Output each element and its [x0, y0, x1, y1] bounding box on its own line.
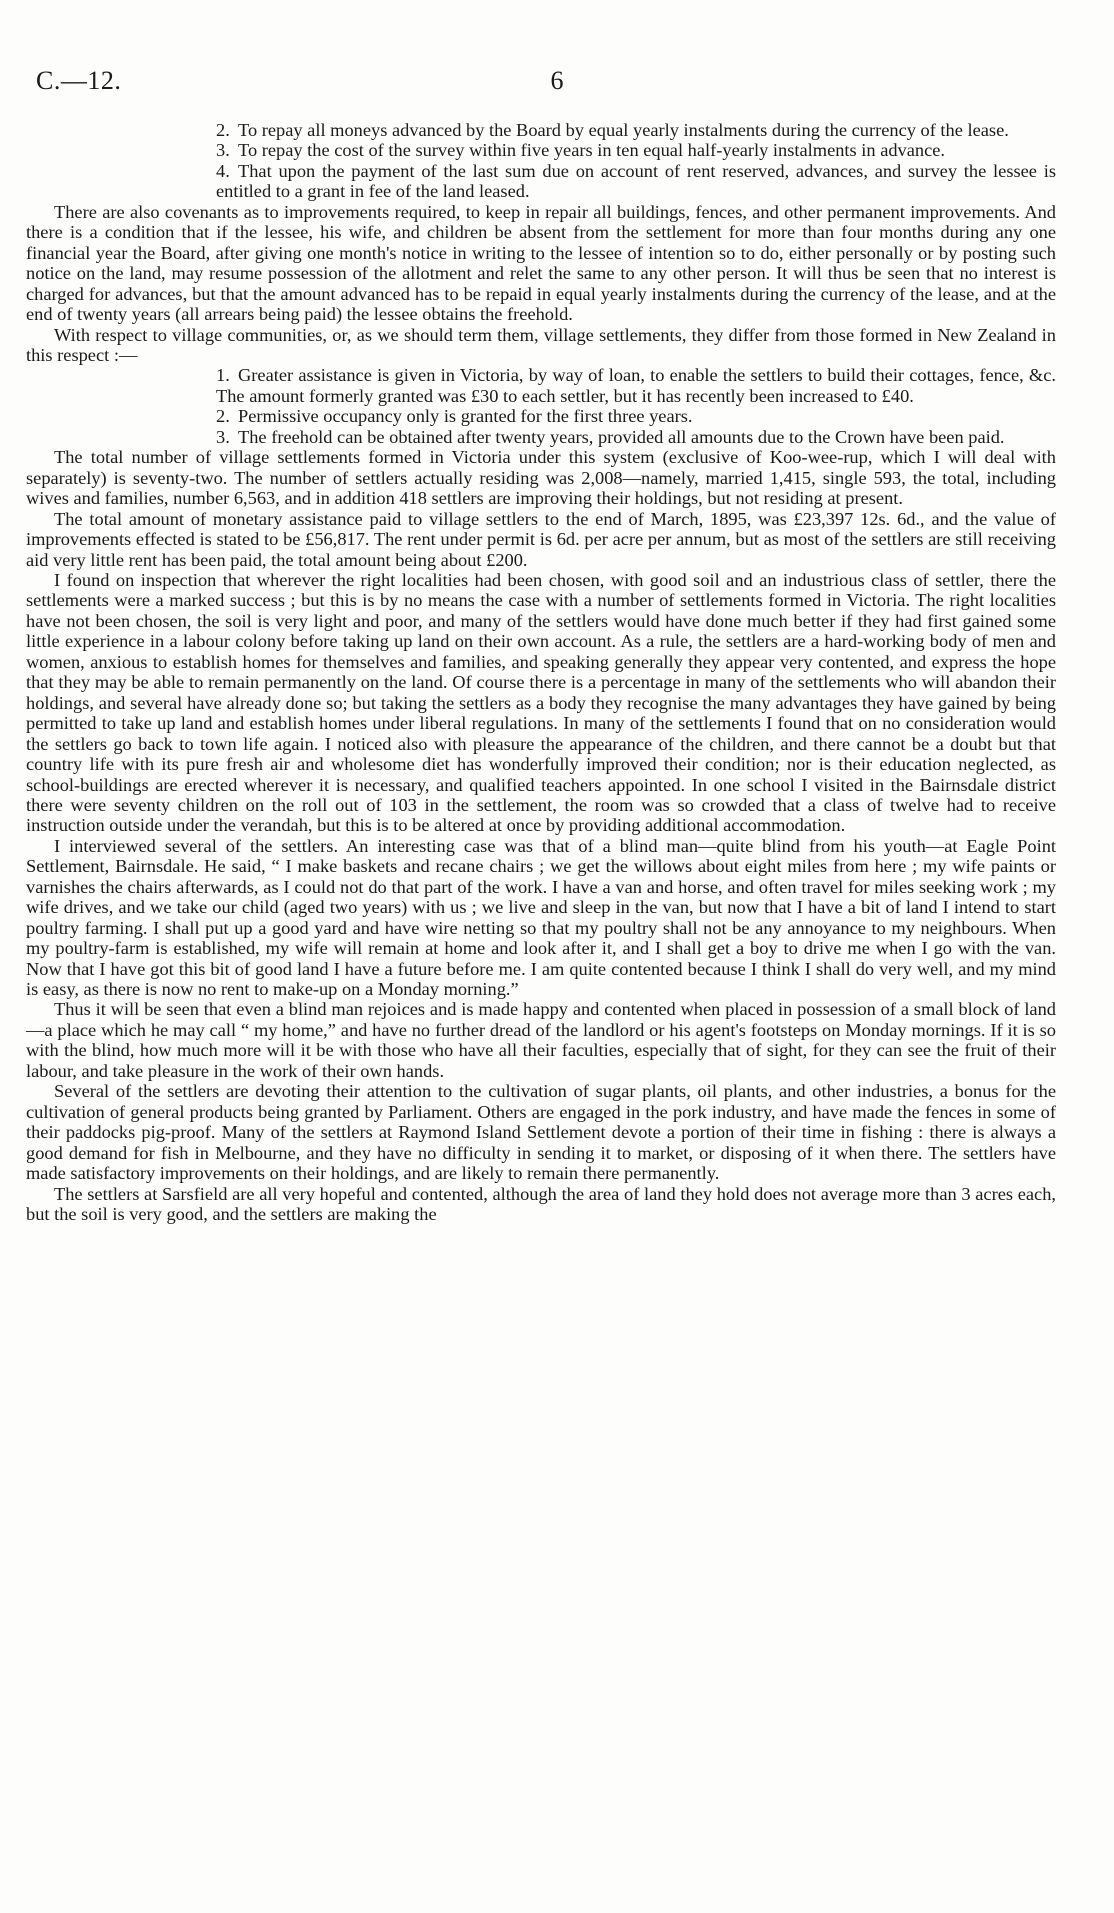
paragraph-total-number: The total number of village settlements formed in Victoria under this system (exclusive of Koo-wee-rup, which I will deal with separately) is seventy-two. The number of settlers actually residing was 2,008—namely, married 1,415, single 593, the total, including wives and families, number 6,563, and in addition 418 settlers are improving their holdings, but not residing at present. — [26, 447, 1056, 509]
list-number: 4. — [216, 160, 230, 181]
list-text: To repay the cost of the survey within five years in ten equal half-yearly instalments in advance. — [238, 140, 946, 161]
list-item — [26, 365, 1056, 406]
list-item — [26, 161, 1056, 202]
list-number: 1. — [216, 365, 230, 386]
list-text: The freehold can be obtained after twenty years, provided all amounts due to the Crown have been paid. — [238, 426, 1005, 447]
paragraph-total-amount: The total amount of monetary assistance paid to village settlers to the end of March, 1895, was £23,397 12s. 6d., and the value of improvements effected is stated to be £56,817. The rent under permit is 6d. per acre per annum, but as most of the settlers are still receiving aid very little rent has been paid, the total amount being about £200. — [26, 508, 1056, 570]
document-reference: C.—12. — [36, 66, 122, 95]
paragraph-interviewed: I interviewed several of the settlers. An interesting case was that of a blind man—quite blind from his youth—at Eagle Point Settlement, Bairnsdale. He said, “ I make baskets and recane chairs ; we get the willows about eight miles from here ; my wife paints or varnishes the chairs afterwards, as I could not do that part of the work. I have a van and horse, and often travel for miles seeking work ; my wife drives, and we take our child (aged two years) with us ; we live and sleep in the van, but now that I have a bit of land I intend to start poultry farming. I shall put up a good yard and have wire netting so that my poultry shall not be any annoyance to my neighbours. When my poultry-farm is established, my wife will remain at home and look after it, and I shall get a boy to drive me when I go with the van. Now that I have got this bit of good land I have a future before me. I am quite contented because I think I shall do very well, and my mind is easy, as there is now no rent to make-up on a Monday morning.” — [26, 835, 1056, 1000]
paragraph-blind-man: Thus it will be seen that even a blind man rejoices and is made happy and contented when placed in possession of a small block of land—a place which he may call “ my home,” and have no further dread of the landlord or his agent's footsteps on Monday mornings. If it is so with the blind, how much more will it be with those who have all their faculties, especially that of sight, for they can see the fruit of their labour, and take pleasure in the work of their own hands. — [26, 999, 1056, 1081]
paragraph-inspection: I found on inspection that wherever the right localities had been chosen, with good soil and an industrious class of settler, there the settlements were a marked success ; but this is by no means the case with a number of settlements formed in Victoria. The right localities have not been chosen, the soil is very light and poor, and many of the settlers would have done much better if they had first gained some little experience in a labour colony before taking up land on their own account. As a rule, the settlers are a hard-working body of men and women, anxious to establish homes for themselves and families, and speaking generally they appear very contented, and express the hope that they may be able to remain permanently on the land. Of course there is a percentage in many of the settlements who will abandon their holdings, and several have already done so; but taking the settlers as a body they recognise the many advantages they have gained by being permitted to take up land and establish homes under liberal regulations. In many of the settlements I found that on no consideration would the settlers go back to town life again. I noticed also with pleasure the appearance of the children, and there cannot be a doubt but that country life with its pure fresh air and wholesome diet has wonderfully improved their condition; nor is their education neglected, as school-buildings are erected wherever it is necessary, and qualified teachers appointed. In one school I visited in the Bairnsdale district there were seventy children on the roll out of 103 in the settlement, the room was so crowded that a class of twelve had to receive instruction outside under the verandah, but this is to be altered at once by providing additional accommodation. — [26, 569, 1056, 836]
list-number: 3. — [216, 426, 230, 447]
paragraph-village-intro: With respect to village communities, or, as we should term them, village settlements, they differ from those formed in New Zealand in this respect :— — [26, 324, 1056, 365]
document-body — [26, 120, 1056, 1224]
list-item — [26, 140, 1056, 160]
list-number: 3. — [216, 140, 230, 161]
list-item — [26, 120, 1056, 140]
list-number: 2. — [216, 120, 230, 140]
page-number: 6 — [550, 66, 564, 95]
list-item — [26, 406, 1056, 426]
paragraph-industries: Several of the settlers are devoting their attention to the cultivation of sugar plants, oil plants, and other industries, a bonus for the cultivation of general products being granted by Parliament. Others are engaged in the pork industry, and have made the fences in some of their paddocks pig-proof. Many of the settlers at Raymond Island Settlement devote a portion of their time in fishing : there is always a good demand for fish in Melbourne, and they have no difficulty in sending it to market, or disposing of it when there. The settlers have made satisfactory improvements on their holdings, and are likely to remain there permanently. — [26, 1081, 1056, 1184]
list-item — [26, 427, 1056, 447]
paragraph-covenants: There are also covenants as to improvements required, to keep in repair all buildings, fences, and other permanent improvements. And there is a condition that if the lessee, his wife, and children be absent from the settlement for more than four months during any one financial year the Board, after giving one month's notice in writing to the lessee of intention so to do, either personally or by posting such notice on the land, may resume possession of the allotment and relet the same to any other person. It will thus be seen that no interest is charged for advances, but that the amount advanced has to be repaid in equal yearly instalments during the currency of the lease, and at the end of twenty years (all arrears being paid) the lessee obtains the freehold. — [26, 201, 1056, 325]
list-text: To repay all moneys advanced by the Board by equal yearly instalments during the currency of the lease. — [238, 120, 1009, 140]
list-text: Permissive occupancy only is granted for the first three years. — [238, 406, 693, 427]
page-header — [36, 66, 1078, 106]
paragraph-sarsfield: The settlers at Sarsfield are all very hopeful and contented, although the area of land they hold does not average more than 3 acres each, but the soil is very good, and the settlers are making the — [26, 1183, 1056, 1225]
list-number: 2. — [216, 406, 230, 427]
list-text: Greater assistance is given in Victoria, by way of loan, to enable the settlers to build their cottages, fence, &c. The amount formerly granted was £30 to each settler, but it has recently been increased to £40. — [216, 365, 1056, 406]
list-text: That upon the payment of the last sum due on account of rent reserved, advances, and survey the lessee is entitled to a grant in fee of the land leased. — [216, 160, 1056, 202]
